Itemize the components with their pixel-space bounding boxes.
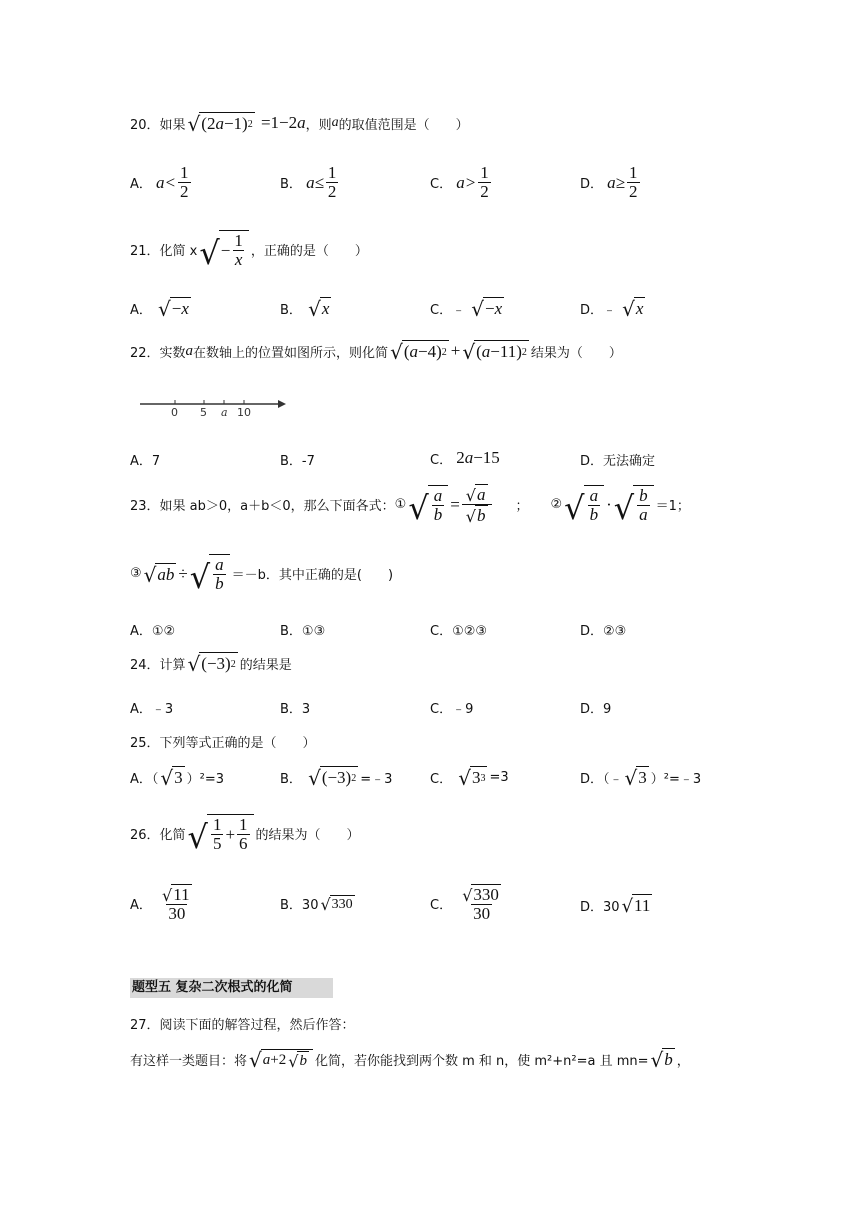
q24-option-b[interactable]: B．3 — [280, 702, 311, 717]
q20-option-d[interactable]: D． a≥ $\frac{1}{2}$ — [580, 163, 638, 201]
q24-option-d[interactable]: D．9 — [580, 702, 612, 717]
question-20 — [130, 112, 469, 134]
q25-option-b[interactable]: B． √ (−3) 2 =﹣3 — [280, 766, 393, 790]
question-21: 21．化简 x √ − $\frac{1}{x}$ ，正确的是（ ） — [130, 231, 368, 272]
question-25: 25．下列等式正确的是（ ） — [130, 736, 316, 751]
q20-mid: ，则 — [305, 117, 332, 133]
q20-option-b[interactable]: B． a≤ $\frac{1}{2}$ — [280, 163, 337, 201]
q26-option-b[interactable]: B．30 √ 330 — [280, 894, 353, 914]
tick-label-5: 5 — [200, 406, 207, 419]
q24-option-c[interactable]: C．﹣9 — [430, 702, 474, 717]
q22-option-c[interactable]: C． 2a−15 — [430, 448, 500, 468]
q23-option-a[interactable]: A．①② — [130, 624, 176, 639]
q20-rhs: =1−2a — [256, 113, 306, 132]
q23-option-d[interactable]: D．②③ — [580, 624, 627, 639]
q25-option-a[interactable]: A．（ √ 3 ）²=3 — [130, 766, 225, 790]
q25-option-c[interactable]: C． √ 3 3 =3 — [430, 766, 509, 790]
q22-option-b[interactable]: B．-7 — [280, 454, 315, 469]
q23-option-c[interactable]: C．①②③ — [430, 624, 488, 639]
section-header: 题型五 复杂二次根式的化简 — [130, 978, 333, 998]
sqrt-2a-minus-1-squared: √ (2 a −1) 2 — [187, 112, 253, 136]
q25-option-d[interactable]: D．（﹣ √ 3 ）²=﹣3 — [580, 766, 702, 790]
q22-option-a[interactable]: A．7 — [130, 454, 161, 469]
question-24: 24．计算 √ (−3) 2 的结果是 — [130, 652, 292, 676]
number-line-figure — [140, 394, 286, 420]
q20-option-c[interactable]: C． a> $\frac{1}{2}$ — [430, 163, 489, 201]
arrow-icon — [278, 400, 286, 408]
tick-label-10: 10 — [237, 406, 251, 419]
q21-option-a[interactable]: A． √ − x — [130, 297, 189, 321]
q21-option-b[interactable]: B． √ x — [280, 297, 330, 321]
q26-option-c[interactable]: C． √ 330 30 — [430, 885, 499, 924]
q20-var: a — [331, 115, 339, 130]
q21-option-d[interactable]: D．﹣ √ x — [580, 297, 644, 321]
tick-label-a: a — [221, 406, 228, 419]
q20-option-a[interactable]: A． a< $\frac{1}{2}$ — [130, 163, 189, 201]
question-23-line-2: ③ √ ab ÷ √ $\frac{a}{b}$ ＝－b．其中正确的是( ) — [130, 555, 394, 596]
question-26: 26．化简 √ $\frac{1}{5}$ + $\frac{1}{6}$ 的结果为（ ） — [130, 815, 360, 856]
q23-option-b[interactable]: B．①③ — [280, 624, 326, 639]
q24-option-a[interactable]: A．﹣3 — [130, 702, 174, 717]
q26-option-d[interactable]: D．30 √ 11 — [580, 896, 651, 917]
question-23: 23．如果 ab＞0，a＋b＜0，那么下面各式： ① √ $\frac{a}{b}$ = √ a √ b ； ② √ $\frac{a}{b}$ · √ $\frac{b}{a}$ ＝1； — [130, 485, 690, 528]
question-27-line-2: 有这样一类题目：将 √ a +2 √ b 化简，若你能找到两个数 m 和 n，使 m²+n²=a 且 mn= √ b ， — [130, 1047, 690, 1072]
q21-option-c[interactable]: C．﹣ √ − x — [430, 297, 503, 321]
q22-option-d[interactable]: D．无法确定 — [580, 454, 656, 469]
sqrt-neg-1-over-x: √ − $\frac{1}{x}$ — [199, 230, 248, 269]
q20-prefix: 20．如果 — [130, 117, 186, 133]
tick-label-0: 0 — [171, 406, 178, 419]
q20-suffix: 的取值范围是（ ） — [338, 117, 469, 133]
question-27: 27．阅读下面的解答过程，然后作答： — [130, 1018, 355, 1033]
question-22: 22．实数 a 在数轴上的位置如图所示，则化简 √ ( a −4) 2 + √ ( a −11) 2 结果为（ ） — [130, 340, 622, 364]
q26-option-a[interactable]: A． √ 11 30 — [130, 885, 190, 924]
